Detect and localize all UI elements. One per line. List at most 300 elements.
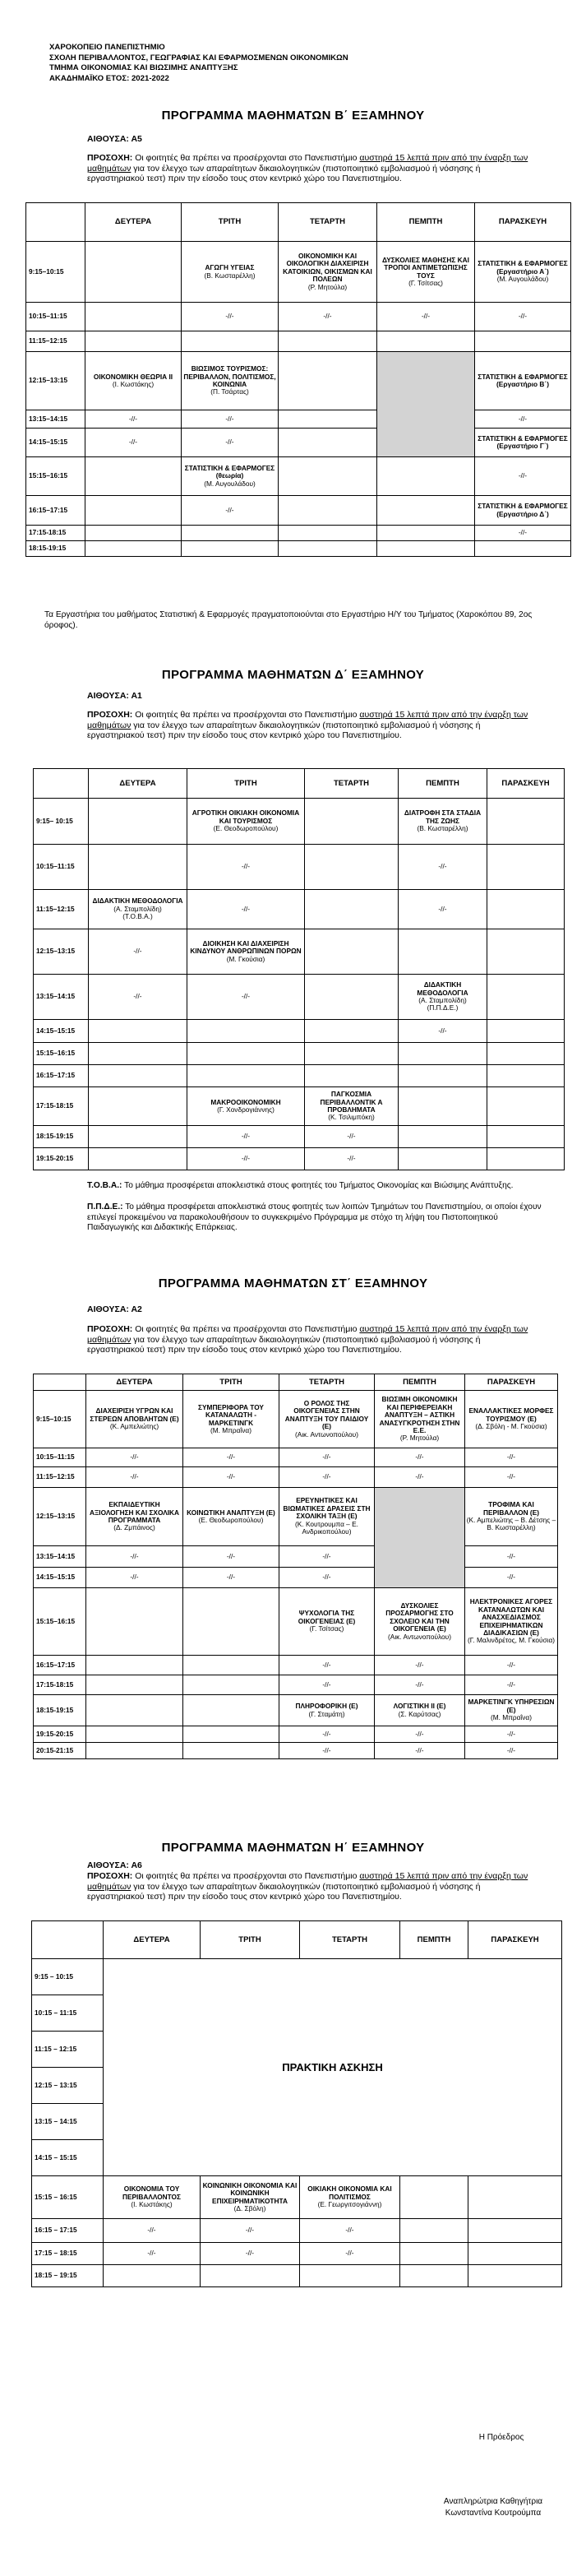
time-slot: 13:15–14:15 — [34, 975, 89, 1020]
continuation-cell: -//- — [279, 1546, 375, 1568]
time-slot: 17:15-18:15 — [34, 1675, 86, 1695]
course-instructor: (Ρ. Μητούλα) — [399, 1434, 440, 1443]
empty-cell — [89, 1148, 187, 1170]
course-cell — [475, 352, 571, 410]
course-instructor: (Ε. Θεοδωροπούλου) — [198, 1516, 264, 1524]
table-row — [34, 1675, 558, 1695]
empty-cell — [187, 1065, 305, 1087]
course-cell — [85, 352, 182, 410]
empty-cell — [468, 2243, 562, 2265]
continuation-cell: -//- — [86, 1546, 183, 1568]
continuation-cell: -//- — [85, 429, 182, 457]
continuation-cell: -//- — [465, 1743, 558, 1759]
continuation-cell: -//- — [399, 845, 487, 890]
course-instructor: (Αικ. Αντωνοπούλου) — [388, 1632, 451, 1641]
empty-cell — [183, 1695, 279, 1726]
course-cell — [279, 242, 377, 303]
semester-d-attention-note — [87, 710, 535, 741]
department-name: ΤΜΗΜΑ ΟΙΚΟΝΟΜΙΑΣ ΚΑΙ ΒΙΩΣΙΜΗΣ ΑΝΑΠΤΥΞΗΣ — [49, 63, 238, 72]
empty-cell — [89, 1087, 187, 1126]
semester-b-title: ΠΡΟΓΡΑΜΜΑ ΜΑΘΗΜΑΤΩΝ Β΄ ΕΞΑΜΗΝΟΥ — [161, 109, 425, 123]
course-instructor: (Γ. Μαλινδρέτος, Μ. Γκούσια) — [467, 1636, 556, 1645]
table-row — [34, 1087, 565, 1126]
time-slot: 14:15 – 15:15 — [32, 2140, 104, 2176]
continuation-cell: -//- — [279, 303, 377, 331]
empty-cell — [89, 1020, 187, 1043]
empty-cell — [305, 1043, 399, 1065]
day-header: ΤΡΙΤΗ — [187, 769, 305, 799]
table-row — [34, 1448, 558, 1467]
course-instructor: (Π. Τσάρτας) — [210, 387, 249, 396]
empty-cell — [89, 799, 187, 845]
empty-cell — [86, 1695, 183, 1726]
course-cell — [375, 1391, 465, 1448]
continuation-cell: -//- — [475, 303, 571, 331]
note-label: ΠΡΟΣΟΧΗ: — [87, 710, 133, 720]
note-text-b: για τον έλεγχο των απαραίτητων δικαιολογητικών (πιστοποιητικό εμβολιασμού ή νόσησης ή εργαστηριακού τεστ) πριν την είσοδο τους στον κεντρικό χώρο του Πανεπιστημίου. — [87, 1334, 481, 1355]
empty-cell — [187, 1043, 305, 1065]
empty-cell — [487, 1126, 565, 1148]
empty-cell — [399, 929, 487, 975]
course-cell — [475, 242, 571, 303]
empty-cell — [399, 1087, 487, 1126]
course-instructor: (Γ. Τσίτσας) — [408, 278, 443, 287]
time-slot: 17:15 – 18:15 — [32, 2243, 104, 2265]
time-slot: 12:15–13:15 — [34, 1488, 86, 1546]
table-row — [26, 541, 571, 557]
corner-cell — [26, 203, 85, 242]
semester-st-title: ΠΡΟΓΡΑΜΜΑ ΜΑΘΗΜΑΤΩΝ ΣΤ΄ ΕΞΑΜΗΝΟΥ — [158, 1276, 428, 1290]
continuation-cell: -//- — [375, 1448, 465, 1467]
empty-cell — [400, 2176, 468, 2219]
course-cell — [182, 352, 279, 410]
course-title: ΕΚΠΑΙΔΕΥΤΙΚΗ ΑΞΙΟΛΟΓΗΣΗ ΚΑΙ ΣΧΟΛΙΚΑ ΠΡΟΓΡΑΜΜΑΤΑ — [89, 1500, 180, 1524]
time-slot: 15:15 – 16:15 — [32, 2176, 104, 2219]
note-label: ΠΡΟΣΟΧΗ: — [87, 153, 133, 163]
table-row — [32, 1959, 562, 1995]
table-row — [34, 1065, 565, 1087]
ppde-footnote — [87, 1202, 547, 1234]
course-title: ΣΥΜΠΕΡΙΦΟΡΑ ΤΟΥ ΚΑΤΑΝΑΛΩΤΗ - ΜΑΡΚΕΤΙΝΓΚ — [198, 1402, 264, 1427]
table-row — [32, 2243, 562, 2265]
time-slot: 14:15–15:15 — [26, 429, 85, 457]
table-row — [34, 929, 565, 975]
note-text-b: για τον έλεγχο των απαραίτητων δικαιολογητικών (πιστοποιητικό εμβολιασμού ή νόσησης ή εργαστηριακού τεστ) πριν την είσοδο τους στον κεντρικό χώρο του Πανεπιστημίου. — [87, 720, 481, 740]
continuation-cell: -//- — [279, 1568, 375, 1588]
day-header: ΔΕΥΤΕΡΑ — [86, 1374, 183, 1391]
empty-cell — [487, 975, 565, 1020]
note-text-a: Οι φοιτητές θα πρέπει να προσέρχονται στο Πανεπιστήμιο — [132, 1324, 360, 1334]
corner-cell — [34, 769, 89, 799]
empty-cell — [399, 1065, 487, 1087]
empty-cell — [400, 2265, 468, 2287]
course-instructor: (Μ. Γκούσια) — [226, 954, 265, 963]
table-row — [34, 1020, 565, 1043]
table-row — [34, 1148, 565, 1170]
empty-cell — [279, 331, 377, 352]
time-slot: 11:15 – 12:15 — [32, 2032, 104, 2068]
signature-title: Αναπληρώτρια Καθηγήτρια — [443, 2497, 543, 2506]
course-title: ΟΙΚΟΝΟΜΙΚΗ ΚΑΙ ΟΙΚΟΛΟΓΙΚΗ ΔΙΑΧΕΙΡΙΣΗ ΚΑΤΟΙΚΙΩΝ, ΟΙΚΙΣΜΩΝ ΚΑΙ ΠΟΛΕΩΝ — [283, 251, 372, 284]
course-cell — [201, 2176, 300, 2219]
day-header: ΔΕΥΤΕΡΑ — [89, 769, 187, 799]
course-cell — [465, 1488, 558, 1546]
course-instructor: (Μ. Μπραΐνα) — [210, 1425, 251, 1434]
table-row — [34, 1467, 558, 1488]
empty-cell — [279, 496, 377, 526]
continuation-cell: -//- — [182, 496, 279, 526]
note-text-b: για τον έλεγχο των απαραίτητων δικαιολογητικών (πιστοποιητικό εμβολιασμού ή νόσησης ή εργαστηριακού τεστ) πριν την είσοδο τους στον κεντρικό χώρο του Πανεπιστημίου. — [87, 163, 481, 183]
note-label: ΠΡΟΣΟΧΗ: — [87, 1871, 133, 1881]
semester-st-room: ΑΙΘΟΥΣΑ: Α2 — [87, 1304, 142, 1314]
time-slot: 14:15–15:15 — [34, 1568, 86, 1588]
empty-cell — [300, 2265, 400, 2287]
time-slot: 9:15 – 10:15 — [32, 1959, 104, 1995]
continuation-cell: -//- — [475, 526, 571, 541]
toba-text: Το μάθημα προσφέρεται αποκλειστικά στους φοιτητές του Τμήματος Οικονομίας και Βιώσιμης Ανάπτυξης. — [122, 1181, 514, 1190]
time-slot: 19:15-20:15 — [34, 1726, 86, 1743]
continuation-cell: -//- — [279, 1675, 375, 1695]
continuation-cell: -//- — [305, 1126, 399, 1148]
course-cell — [187, 799, 305, 845]
course-cell — [182, 242, 279, 303]
day-header: ΠΕΜΠΤΗ — [375, 1374, 465, 1391]
empty-cell — [89, 1065, 187, 1087]
semester-st-attention-note — [87, 1324, 535, 1355]
course-cell — [279, 1695, 375, 1726]
course-cell — [279, 1588, 375, 1656]
continuation-cell: -//- — [465, 1448, 558, 1467]
course-title: ΜΑΚΡΟΟΙΚΟΝΟΜΙΚΗ — [210, 1097, 281, 1106]
continuation-cell: -//- — [182, 303, 279, 331]
continuation-cell: -//- — [86, 1467, 183, 1488]
continuation-cell: -//- — [89, 929, 187, 975]
empty-cell — [89, 845, 187, 890]
continuation-cell: -//- — [187, 1126, 305, 1148]
course-title: ΔΙΑΤΡΟΦΗ ΣΤΑ ΣΤΑΔΙΑ ΤΗΣ ΖΩΗΣ — [404, 808, 482, 825]
empty-cell — [85, 242, 182, 303]
time-slot: 18:15-19:15 — [34, 1695, 86, 1726]
day-header: ΤΕΤΑΡΤΗ — [279, 203, 377, 242]
course-title: ΣΤΑΤΙΣΤΙΚΗ & ΕΦΑΡΜΟΓΕΣ (Εργαστήριο Β΄) — [478, 372, 568, 388]
continuation-cell: -//- — [465, 1726, 558, 1743]
continuation-cell: -//- — [201, 2219, 300, 2243]
course-title: ΗΛΕΚΤΡΟΝΙΚΕΣ ΑΓΟΡΕΣ ΚΑΤΑΝΑΛΩΤΩΝ ΚΑΙ ΑΝΑΣΧΕΔΙΑΣΜΟΣ ΕΠΙΧΕΙΡΗΜΑΤΙΚΩΝ ΔΙΑΔΙΚΑΣΙΩΝ (Ε) — [469, 1597, 553, 1637]
time-slot: 10:15 – 11:15 — [32, 1995, 104, 2032]
course-cell — [375, 1588, 465, 1656]
semester-d-title: ΠΡΟΓΡΑΜΜΑ ΜΑΘΗΜΑΤΩΝ Δ΄ ΕΞΑΜΗΝΟΥ — [161, 668, 425, 682]
course-cell — [375, 1695, 465, 1726]
empty-cell — [201, 2265, 300, 2287]
semester-h-attention-note — [87, 1871, 535, 1902]
empty-cell — [279, 410, 377, 429]
empty-cell — [475, 541, 571, 557]
time-slot: 18:15-19:15 — [26, 541, 85, 557]
empty-cell — [487, 845, 565, 890]
course-instructor: (Α. Σταμπολίδη) — [418, 996, 467, 1004]
unavailable-cell — [375, 1488, 465, 1588]
continuation-cell: -//- — [104, 2243, 201, 2265]
time-slot: 9:15–10:15 — [26, 242, 85, 303]
empty-cell — [89, 1043, 187, 1065]
continuation-cell: -//- — [182, 429, 279, 457]
signature-role: Η Πρόεδρος — [478, 2433, 524, 2442]
course-title: ΔΙΔΑΚΤΙΚΗ ΜΕΘΟΔΟΛΟΓΙΑ — [92, 897, 183, 906]
empty-cell — [305, 1065, 399, 1087]
course-title: ΚΟΙΝΩΝΙΚΗ ΟΙΚΟΝΟΜΙΑ ΚΑΙ ΚΟΙΝΩΝΙΚΗ ΕΠΙΧΕΙΡΗΜΑΤΙΚΟΤΗΤΑ — [202, 2180, 298, 2205]
course-instructor: (Γ. Τσίτσας) — [309, 1624, 344, 1633]
course-cell — [399, 799, 487, 845]
empty-cell — [468, 2219, 562, 2243]
empty-cell — [305, 845, 399, 890]
continuation-cell: -//- — [183, 1568, 279, 1588]
continuation-cell: -//- — [465, 1568, 558, 1588]
continuation-cell: -//- — [187, 1148, 305, 1170]
day-header: ΠΕΜΠΤΗ — [400, 1921, 468, 1959]
table-header-row — [32, 1921, 562, 1959]
course-title: ΨΥΧΟΛΟΓΙΑ ΤΗΣ ΟΙΚΟΓΕΝΕΙΑΣ (Ε) — [298, 1609, 356, 1625]
empty-cell — [377, 526, 475, 541]
empty-cell — [305, 890, 399, 929]
day-header: ΠΕΜΠΤΗ — [377, 203, 475, 242]
empty-cell — [279, 541, 377, 557]
day-header: ΤΡΙΤΗ — [201, 1921, 300, 1959]
institution-header — [49, 43, 348, 84]
course-cell — [86, 1391, 183, 1448]
empty-cell — [86, 1656, 183, 1675]
table-row — [34, 1488, 558, 1546]
day-header: ΠΑΡΑΣΚΕΥΗ — [465, 1374, 558, 1391]
time-slot: 9:15–10:15 — [34, 1391, 86, 1448]
empty-cell — [487, 1043, 565, 1065]
table-row — [34, 1588, 558, 1656]
course-cell — [399, 975, 487, 1020]
course-cell — [182, 457, 279, 496]
continuation-cell: -//- — [465, 1546, 558, 1568]
day-header: ΤΡΙΤΗ — [183, 1374, 279, 1391]
table-row — [26, 526, 571, 541]
table-row — [34, 1391, 558, 1448]
empty-cell — [86, 1726, 183, 1743]
course-cell — [89, 890, 187, 929]
empty-cell — [183, 1743, 279, 1759]
continuation-cell: -//- — [187, 975, 305, 1020]
time-slot: 11:15–12:15 — [34, 1467, 86, 1488]
day-header: ΔΕΥΤΕΡΑ — [104, 1921, 201, 1959]
course-instructor: (Ι. Κωστάκης) — [131, 2200, 173, 2209]
empty-cell — [468, 2176, 562, 2219]
course-title: ΚΟΙΝΩΤΙΚΗ ΑΝΑΠΤΥΞΗ (Ε) — [187, 1508, 275, 1517]
continuation-cell: -//- — [187, 845, 305, 890]
continuation-cell: -//- — [465, 1675, 558, 1695]
continuation-cell: -//- — [279, 1448, 375, 1467]
continuation-cell: -//- — [375, 1656, 465, 1675]
empty-cell — [104, 2265, 201, 2287]
time-slot: 10:15–11:15 — [34, 845, 89, 890]
empty-cell — [487, 1148, 565, 1170]
time-slot: 15:15–16:15 — [34, 1588, 86, 1656]
note-text-a: Οι φοιτητές θα πρέπει να προσέρχονται στο Πανεπιστήμιο — [132, 1871, 360, 1881]
empty-cell — [377, 541, 475, 557]
time-slot: 10:15–11:15 — [34, 1448, 86, 1467]
course-title: ΒΙΩΣΙΜΗ ΟΙΚΟΝΟΜΙΚΗ ΚΑΙ ΠΕΡΙΦΕΡΕΙΑΚΗ ΑΝΑΠΤΥΞΗ – ΑΣΤΙΚΗ ΑΝΑΣΥΓΚΡΟΤΗΣΗ ΣΤΗΝ Ε.Ε. — [379, 1395, 460, 1434]
empty-cell — [86, 1675, 183, 1695]
table-row — [26, 429, 571, 457]
table-row — [26, 496, 571, 526]
empty-cell — [377, 457, 475, 496]
time-slot: 13:15 – 14:15 — [32, 2104, 104, 2140]
day-header: ΔΕΥΤΕΡΑ — [85, 203, 182, 242]
empty-cell — [85, 303, 182, 331]
course-title: ΣΤΑΤΙΣΤΙΚΗ & ΕΦΑΡΜΟΓΕΣ (θεωρία) — [184, 463, 275, 480]
course-title: ΑΓΩΓΗ ΥΓΕΙΑΣ — [205, 263, 255, 272]
semester-b-room: ΑΙΘΟΥΣΑ: Α5 — [87, 134, 142, 144]
semester-b-attention-note — [87, 153, 535, 184]
corner-cell — [34, 1374, 86, 1391]
empty-cell — [305, 799, 399, 845]
course-cell — [465, 1391, 558, 1448]
semester-b-lab-footnote: Τα Εργαστήρια του μαθήματος Στατιστική & Εφαρμογές πραγματοποιούνται στο Εργαστήριο Η/Υ του Τμήματος (Χαροκόπου 89, 2ος όροφος). — [44, 610, 533, 630]
course-instructor: (Μ. Αυγουλάδου) — [496, 275, 549, 284]
ppde-text: Το μάθημα προσφέρεται αποκλειστικά στους φοιτητές των λοιπών Τμημάτων του Πανεπιστημίου, οι οποίοι έχουν επιλεγεί προκειμένου να παρακολουθήσουν το συγκεκριμένο Πρόγραμμα με στόχο τη λήψη του Πιστοποιητικού Παιδαγωγικής και Διδακτικής Επάρκειας. — [87, 1202, 542, 1232]
empty-cell — [400, 2219, 468, 2243]
continuation-cell: -//- — [183, 1467, 279, 1488]
empty-cell — [279, 429, 377, 457]
course-instructor: (Μ. Αυγουλάδου) — [204, 479, 256, 488]
time-slot: 13:15–14:15 — [34, 1546, 86, 1568]
course-instructor: (Κ. Αμπελιώτης) — [109, 1422, 159, 1431]
course-cell — [465, 1588, 558, 1656]
table-row — [26, 242, 571, 303]
empty-cell — [305, 929, 399, 975]
continuation-cell: -//- — [377, 303, 475, 331]
day-header: ΤΕΤΑΡΤΗ — [305, 769, 399, 799]
continuation-cell: -//- — [475, 457, 571, 496]
note-text-underlined: αυστηρά 15 λεπτά πριν από την έναρξη των μαθημάτων — [87, 710, 528, 730]
continuation-cell: -//- — [89, 975, 187, 1020]
course-instructor: (Β. Κωσταρέλλη) — [204, 271, 256, 280]
table-row — [26, 457, 571, 496]
course-instructor: (Κ. Κουτρουμπα – Ε. Ανδρικοπούλου) — [295, 1519, 358, 1536]
table-row — [34, 799, 565, 845]
continuation-cell: -//- — [187, 890, 305, 929]
empty-cell — [182, 526, 279, 541]
table-row — [32, 2176, 562, 2219]
time-slot: 12:15–13:15 — [34, 929, 89, 975]
time-slot: 16:15–17:15 — [34, 1656, 86, 1675]
table-row — [34, 890, 565, 929]
course-title: ΜΑΡΚΕΤΙΝΓΚ ΥΠΗΡΕΣΙΩΝ (Ε) — [468, 1698, 555, 1714]
empty-cell — [487, 890, 565, 929]
continuation-cell: -//- — [86, 1448, 183, 1467]
table-row — [34, 845, 565, 890]
course-cell — [279, 1391, 375, 1448]
continuation-cell: -//- — [375, 1726, 465, 1743]
course-instructor: (Ε. Γεωργιτσογιάννη) — [317, 2200, 382, 2209]
course-cell — [300, 2176, 400, 2219]
table-row — [34, 1743, 558, 1759]
course-cell — [279, 1488, 375, 1546]
table-header-row — [26, 203, 571, 242]
day-header: ΤΡΙΤΗ — [182, 203, 279, 242]
day-header: ΠΕΜΠΤΗ — [399, 769, 487, 799]
empty-cell — [487, 1065, 565, 1087]
course-title: ΣΤΑΤΙΣΤΙΚΗ & ΕΦΑΡΜΟΓΕΣ (Εργαστήριο Δ΄) — [478, 502, 568, 518]
table-row — [34, 1726, 558, 1743]
note-text-underlined: αυστηρά 15 λεπτά πριν από την έναρξη των μαθημάτων — [87, 153, 528, 174]
empty-cell — [399, 1148, 487, 1170]
university-name: ΧΑΡΟΚΟΠΕΙΟ ΠΑΝΕΠΙΣΤΗΜΙΟ — [49, 43, 165, 52]
note-text-a: Οι φοιτητές θα πρέπει να προσέρχονται στο Πανεπιστήμιο — [132, 710, 360, 720]
day-header: ΠΑΡΑΣΚΕΥΗ — [475, 203, 571, 242]
continuation-cell: -//- — [375, 1675, 465, 1695]
empty-cell — [85, 541, 182, 557]
note-label: ΠΡΟΣΟΧΗ: — [87, 1324, 133, 1334]
time-slot: 11:15–12:15 — [34, 890, 89, 929]
continuation-cell: -//- — [465, 1656, 558, 1675]
course-instructor: (Δ. Σβόλη) — [233, 2203, 266, 2212]
time-slot: 10:15–11:15 — [26, 303, 85, 331]
empty-cell — [85, 496, 182, 526]
empty-cell — [187, 1020, 305, 1043]
time-slot: 20:15-21:15 — [34, 1743, 86, 1759]
unavailable-cell — [377, 352, 475, 457]
course-title: ΕΡΕΥΝΗΤΙΚΕΣ ΚΑΙ ΒΙΩΜΑΤΙΚΕΣ ΔΡΑΣΕΙΣ ΣΤΗ ΣΧΟΛΙΚΗ ΤΑΞΗ (Ε) — [283, 1496, 371, 1521]
empty-cell — [400, 2243, 468, 2265]
empty-cell — [279, 457, 377, 496]
continuation-cell: -//- — [399, 890, 487, 929]
continuation-cell: -//- — [279, 1656, 375, 1675]
time-slot: 14:15–15:15 — [34, 1020, 89, 1043]
course-title: ΤΡΟΦΙΜΑ ΚΑΙ ΠΕΡΙΒΑΛΛΟΝ (Ε) — [482, 1500, 539, 1517]
semester-d-timetable — [33, 768, 565, 1170]
continuation-cell: -//- — [182, 410, 279, 429]
course-cell — [183, 1488, 279, 1546]
course-title: ΔΥΣΚΟΛΙΕΣ ΠΡΟΣΑΡΜΟΓΗΣ ΣΤΟ ΣΧΟΛΕΙΟ ΚΑΙ ΤΗΝ ΟΙΚΟΓΕΝΕΙΑ (Ε) — [385, 1601, 454, 1633]
continuation-cell: -//- — [201, 2243, 300, 2265]
course-title: ΠΑΓΚΟΣΜΙΑ ΠΕΡΙΒΑΛΛΟΝΤΙΚ Α ΠΡΟΒΛΗΜΑΤΑ — [320, 1090, 383, 1114]
empty-cell — [86, 1588, 183, 1656]
time-slot: 12:15 – 13:15 — [32, 2068, 104, 2104]
note-text-a: Οι φοιτητές θα πρέπει να προσέρχονται στο Πανεπιστήμιο — [132, 153, 360, 163]
time-slot: 16:15–17:15 — [26, 496, 85, 526]
continuation-cell: -//- — [375, 1743, 465, 1759]
ppde-label: Π.Π.Δ.Ε.: — [87, 1202, 123, 1212]
course-title: ΑΓΡΟΤΙΚΗ ΟΙΚΙΑΚΗ ΟΙΚΟΝΟΜΙΑ ΚΑΙ ΤΟΥΡΙΣΜΟΣ — [191, 808, 300, 825]
course-title: ΣΤΑΤΙΣΤΙΚΗ & ΕΦΑΡΜΟΓΕΣ (Εργαστήριο Α΄) — [478, 259, 568, 276]
continuation-cell: -//- — [86, 1568, 183, 1588]
time-slot: 16:15–17:15 — [34, 1065, 89, 1087]
course-title: ΔΙΑΧΕΙΡΙΣΗ ΥΓΡΩΝ ΚΑΙ ΣΤΕΡΕΩΝ ΑΠΟΒΛΗΤΩΝ (Ε) — [90, 1406, 179, 1423]
course-title: ΔΥΣΚΟΛΙΕΣ ΜΑΘΗΣΗΣ ΚΑΙ ΤΡΟΠΟΙ ΑΝΤΙΜΕΤΩΠΙΣΗΣ ΤΟΥΣ — [382, 255, 469, 280]
practical-training-cell: ΠΡΑΚΤΙΚΗ ΑΣΚΗΣΗ — [104, 1959, 562, 2176]
day-header: ΤΕΤΑΡΤΗ — [300, 1921, 400, 1959]
course-title: ΔΙΔΑΚΤΙΚΗ ΜΕΘΟΔΟΛΟΓΙΑ — [417, 980, 468, 997]
continuation-cell: -//- — [279, 1467, 375, 1488]
continuation-cell: -//- — [300, 2219, 400, 2243]
course-instructor: (Δ. Ζμπάινος) — [113, 1523, 155, 1532]
empty-cell — [86, 1743, 183, 1759]
time-slot: 16:15 – 17:15 — [32, 2219, 104, 2243]
course-cell — [377, 242, 475, 303]
empty-cell — [85, 526, 182, 541]
time-slot: 11:15–12:15 — [26, 331, 85, 352]
semester-b-timetable — [25, 202, 571, 557]
table-row — [32, 2219, 562, 2243]
time-slot: 17:15-18:15 — [26, 526, 85, 541]
continuation-cell: -//- — [399, 1020, 487, 1043]
empty-cell — [377, 496, 475, 526]
